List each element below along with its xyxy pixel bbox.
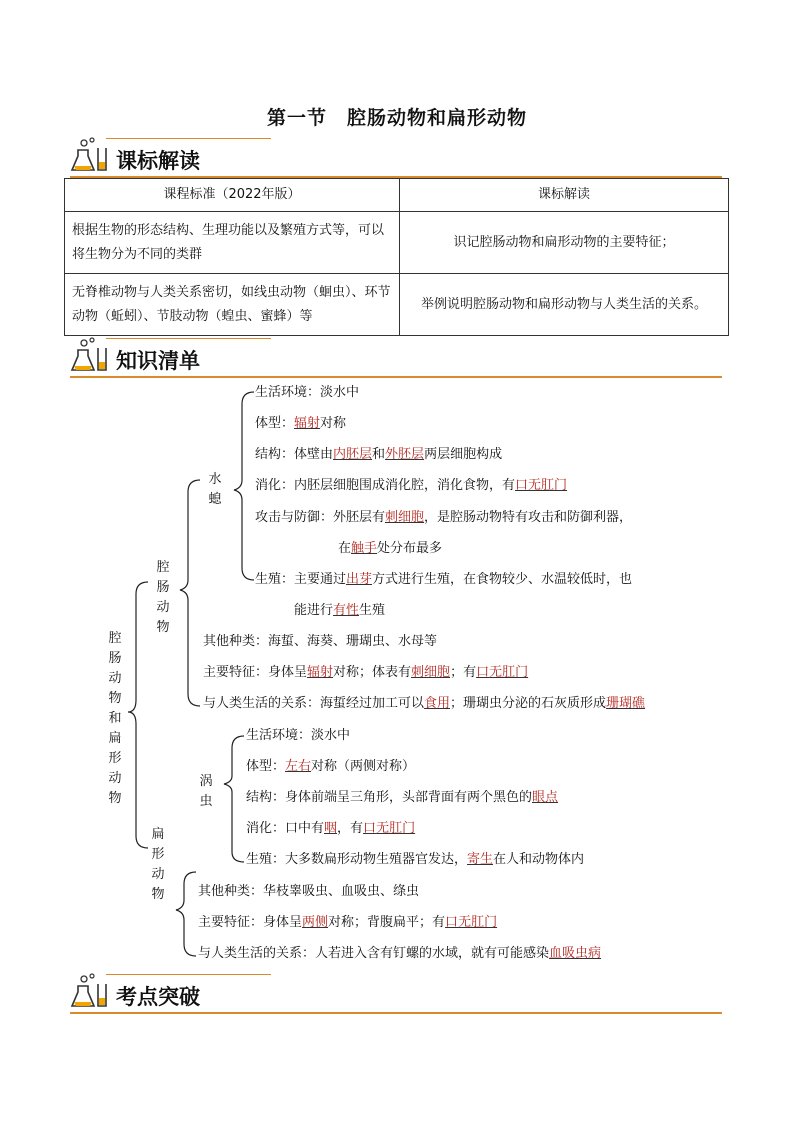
hydra-structure: 结构：体壁由内胚层和外胚层两层细胞构成	[255, 447, 503, 462]
hydra-reproduction: 生殖：主要通过出芽方式进行生殖，在食物较少、水温较低时，也	[255, 572, 633, 587]
root-char: 物	[108, 691, 122, 706]
table-cell: 无脊椎动物与人类关系密切，如线虫动物（蛔虫）、环节动物（蚯蚓）、节肢动物（蝗虫、蜜蜂）等	[65, 274, 400, 336]
hydra-digestion: 消化：内胚层细胞围成消化腔，消化食物，有口无肛门	[255, 478, 568, 493]
section-title: 课标解读	[116, 149, 200, 173]
flask-beaker-icon	[70, 972, 114, 1012]
planaria-reproduction: 生殖：大多数扁形动物生殖器官发达，寄生在人和动物体内	[246, 852, 585, 867]
root-char: 和	[108, 711, 122, 726]
hydra-habitat: 生活环境：淡水中	[255, 385, 360, 400]
flatworm-features: 主要特征：身体呈两侧对称；背腹扁平；有口无肛门	[198, 915, 498, 930]
root-char: 形	[108, 751, 122, 766]
table-cell: 识记腔肠动物和扁形动物的主要特征；	[400, 212, 729, 274]
label-char: 扁	[151, 827, 165, 842]
label-char: 腔	[156, 560, 170, 575]
hydra-label	[207, 470, 223, 510]
planaria-structure: 结构：身体前端呈三角形，头部背面有两个黑色的眼点	[246, 790, 559, 805]
hydra-defense-cont: 在触手处分布最多	[338, 541, 443, 556]
flatworm-others: 其他种类：华枝睾吸虫、血吸虫、绦虫	[198, 884, 420, 899]
root-char: 物	[108, 791, 122, 806]
label-char: 涡	[199, 774, 213, 789]
planaria-digestion: 消化：口中有咽，有口无肛门	[246, 821, 416, 836]
flatworm-label	[150, 825, 166, 905]
coelenterate-relation: 与人类生活的关系：海蜇经过加工可以食用；珊瑚虫分泌的石灰质形成珊瑚礁	[203, 696, 646, 711]
label-char: 螅	[208, 492, 222, 507]
label-char: 动	[156, 600, 170, 615]
planaria-label	[198, 772, 214, 812]
table-header: 课程标准（2022年版）	[65, 179, 400, 212]
hydra-body-shape: 体型：辐射对称	[255, 416, 347, 431]
label-char: 肠	[156, 580, 170, 595]
section-header-exam	[70, 972, 722, 1014]
hydra-reproduction-cont: 能进行有性生殖	[294, 603, 386, 618]
root-char: 动	[108, 771, 122, 786]
root-label	[107, 629, 123, 809]
root-char: 肠	[108, 651, 122, 666]
label-char: 物	[156, 620, 170, 635]
root-char: 腔	[108, 631, 122, 646]
planaria-habitat: 生活环境：淡水中	[246, 728, 351, 743]
page-title: 第一节 腔肠动物和扁形动物	[266, 107, 527, 129]
label-char: 物	[151, 887, 165, 902]
table-cell: 根据生物的形态结构、生理功能以及繁殖方式等，可以将生物分为不同的类群	[65, 212, 400, 274]
label-char: 形	[151, 847, 165, 862]
coelenterate-label	[155, 558, 171, 638]
planaria-body-shape: 体型：左右对称（两侧对称）	[246, 759, 416, 774]
root-char: 动	[108, 671, 122, 686]
coelenterate-features: 主要特征：身体呈辐射对称；体表有刺细胞；有口无肛门	[203, 665, 529, 680]
root-char: 扁	[108, 731, 122, 746]
flatworm-relation: 与人类生活的关系：人若进入含有钉螺的水域，就有可能感染血吸虫病	[198, 946, 602, 961]
table-cell: 举例说明腔肠动物和扁形动物与人类生活的关系。	[400, 274, 729, 336]
label-char: 虫	[199, 794, 213, 809]
table-header: 课标解读	[400, 179, 729, 212]
coelenterate-others: 其他种类：海蜇、海葵、珊瑚虫、水母等	[203, 634, 438, 649]
label-char: 水	[208, 472, 222, 487]
section-title: 知识清单	[116, 349, 200, 373]
hydra-defense: 攻击与防御：外胚层有刺细胞，是腔肠动物特有攻击和防御利器，	[255, 510, 633, 525]
section-title: 考点突破	[116, 985, 200, 1009]
label-char: 动	[151, 867, 165, 882]
